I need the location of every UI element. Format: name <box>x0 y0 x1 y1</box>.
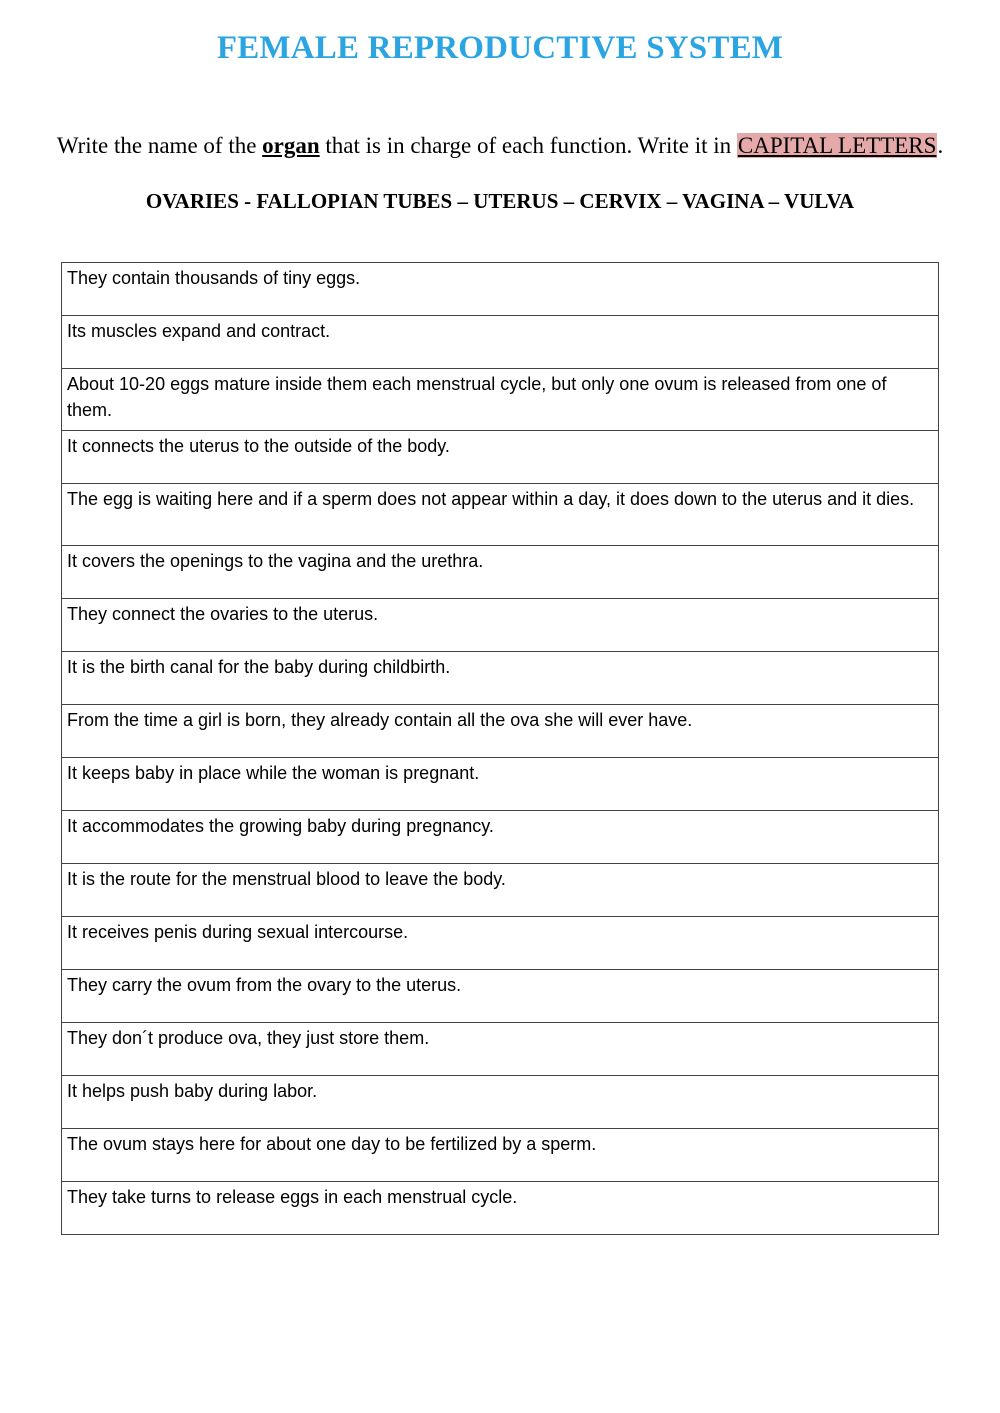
function-cell[interactable]: It accommodates the growing baby during pregnancy. <box>62 811 939 864</box>
function-cell[interactable]: They don´t produce ova, they just store them. <box>62 1023 939 1076</box>
word-bank: OVARIES - FALLOPIAN TUBES – UTERUS – CERVIX – VAGINA – VULVA <box>145 189 855 213</box>
function-cell[interactable]: From the time a girl is born, they already contain all the ova she will ever have. <box>62 705 939 758</box>
function-cell[interactable]: It receives penis during sexual intercourse. <box>62 917 939 970</box>
table-row <box>62 484 939 546</box>
table-row <box>62 1129 939 1182</box>
functions-table <box>61 262 939 1235</box>
function-cell[interactable]: It connects the uterus to the outside of the body. <box>62 431 939 484</box>
table-row <box>62 1076 939 1129</box>
table-row <box>62 599 939 652</box>
table-row <box>62 431 939 484</box>
table-row <box>62 917 939 970</box>
table-row <box>62 263 939 316</box>
table-row <box>62 970 939 1023</box>
table-row <box>62 705 939 758</box>
page-title: FEMALE REPRODUCTIVE SYSTEM <box>216 30 784 66</box>
function-cell[interactable]: It is the route for the menstrual blood to leave the body. <box>62 864 939 917</box>
table-row <box>62 811 939 864</box>
instruction-part-1: Write the name of the <box>56 133 263 158</box>
function-cell[interactable]: They take turns to release eggs in each menstrual cycle. <box>62 1182 939 1235</box>
table-row <box>62 758 939 811</box>
function-cell[interactable]: They contain thousands of tiny eggs. <box>62 263 939 316</box>
function-cell[interactable]: Its muscles expand and contract. <box>62 316 939 369</box>
table-row <box>62 316 939 369</box>
instruction-organ-word: organ <box>262 133 320 158</box>
function-cell[interactable]: It covers the openings to the vagina and the urethra. <box>62 546 939 599</box>
function-cell[interactable]: It helps push baby during labor. <box>62 1076 939 1129</box>
function-cell[interactable]: It keeps baby in place while the woman is pregnant. <box>62 758 939 811</box>
function-cell[interactable]: They carry the ovum from the ovary to the uterus. <box>62 970 939 1023</box>
table-row <box>62 1023 939 1076</box>
function-cell[interactable]: The ovum stays here for about one day to be fertilized by a sperm. <box>62 1129 939 1182</box>
instruction-text <box>0 131 1000 161</box>
function-cell[interactable]: They connect the ovaries to the uterus. <box>62 599 939 652</box>
table-row <box>62 546 939 599</box>
table-row <box>62 864 939 917</box>
instruction-part-3: . <box>937 133 944 158</box>
table-row <box>62 652 939 705</box>
table-row <box>62 369 939 431</box>
function-cell[interactable]: It is the birth canal for the baby during childbirth. <box>62 652 939 705</box>
function-cell[interactable]: About 10-20 eggs mature inside them each menstrual cycle, but only one ovum is released from one of them. <box>62 369 939 431</box>
instruction-capital-letters: CAPITAL LETTERS <box>737 133 937 158</box>
table-row <box>62 1182 939 1235</box>
instruction-part-2: that is in charge of each function. Write it in <box>319 133 737 158</box>
function-cell[interactable]: The egg is waiting here and if a sperm does not appear within a day, it does down to the uterus and it dies. <box>62 484 939 546</box>
